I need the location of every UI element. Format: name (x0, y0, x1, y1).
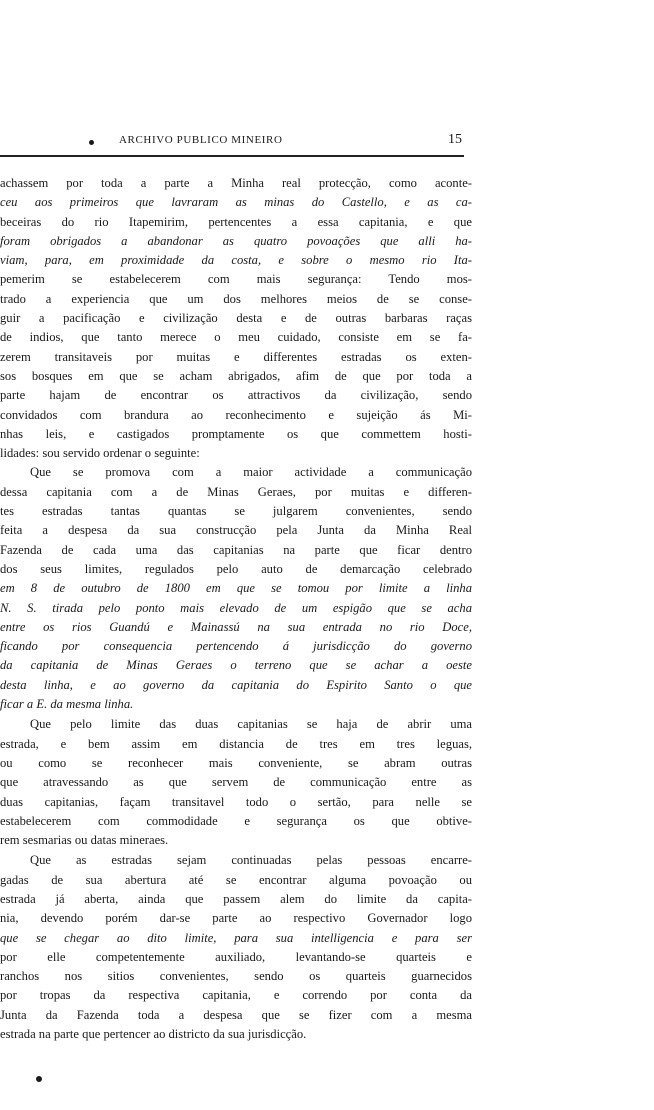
text-line: por tropas da respectiva capitania, e correndo por conta da (0, 988, 472, 1003)
text-line: N. S. tirada pelo ponto mais elevado de um espigão que se acha (0, 600, 472, 615)
text-line: guir a pacificação e civilização desta e de outras barbaras raças (0, 311, 472, 326)
text-line: desta linha, e ao governo da capitania do Espirito Santo o que (0, 677, 472, 692)
text-line: feita a despesa da sua construcção pela Junta da Minha Real (0, 523, 472, 538)
text-line: Que se promova com a maior actividade a communicação (30, 465, 472, 480)
text-line: viam, para, em proximidade da costa, e sobre o mesmo rio Ita- (0, 253, 472, 268)
text-line: parte hajam de encontrar os attractivos da civilização, sendo (0, 388, 472, 403)
text-line: Que pelo limite das duas capitanias se haja de abrir uma (30, 717, 472, 732)
text-line: ceu aos primeiros que lavraram as minas do Castello, e as ca- (0, 195, 472, 210)
text-line: que se chegar ao dito limite, para sua intelligencia e para ser (0, 930, 472, 945)
text-line: estrada, e bem assim em distancia de tres em tres leguas, (0, 736, 472, 751)
text-line: dessa capitania com a de Minas Geraes, por muitas e differen- (0, 484, 472, 499)
text-line: nia, devendo porém dar-se parte ao respectivo Governador logo (0, 911, 472, 926)
text-line: entre os rios Guandú e Mainassú na sua entrada no rio Doce, (0, 619, 472, 634)
text-line: que atravessando as que servem de communicação entre as (0, 775, 472, 790)
page-number: 15 (448, 132, 462, 147)
text-line: duas capitanias, façam transitavel todo o sertão, para nelle se (0, 794, 472, 809)
text-line: achassem por toda a parte a Minha real protecção, como aconte- (0, 176, 472, 190)
text-line: dos seus limites, regulados pelo auto de demarcação celebrado (0, 561, 472, 576)
body-text (0, 174, 472, 1044)
text-line: Que as estradas sejam continuadas pelas pessoas encarre- (30, 853, 472, 868)
text-line: tes estradas tantas quantas se julgarem convenientes, sendo (0, 504, 472, 519)
text-line: estrada na parte que pertencer ao districto da sua jurisdicção. (0, 1027, 307, 1042)
text-line: sos bosques em que se acham abrigados, afim de que por toda a (0, 368, 472, 383)
text-line: convidados com brandura ao reconhecimento e sujeição ás Mi- (0, 407, 472, 422)
text-line: foram obrigados a abandonar as quatro povoações que alli ha- (0, 233, 472, 248)
text-line: zerem transitaveis por muitas e differentes estradas os exten- (0, 349, 472, 364)
text-line: Fazenda de cada uma das capitanias na parte que ficar dentro (0, 542, 472, 557)
header-ornament-dot (89, 140, 94, 145)
text-line: ficando por consequencia pertencendo á jurisdicção do governo (0, 639, 472, 654)
text-line: estrada já aberta, ainda que passem alem do limite da capita- (0, 891, 472, 906)
text-line: pemerim se estabelecerem com mais segurança: Tendo mos- (0, 272, 472, 287)
text-line: em 8 de outubro de 1800 em que se tomou por limite a linha (0, 581, 472, 596)
text-line: rem sesmarias ou datas mineraes. (0, 833, 169, 848)
text-line: gadas de sua abertura até se encontrar alguma povoação ou (0, 872, 472, 887)
page-header (0, 134, 472, 154)
text-line: nhas leis, e castigados promptamente os que commettem hosti- (0, 426, 472, 441)
text-line: beceiras do rio Itapemirim, pertencentes a essa capitania, e que (0, 214, 472, 229)
text-line: estabelecerem com commodidade e segurança os que obtive- (0, 813, 472, 828)
footer-ornament-dot (36, 1076, 42, 1082)
text-line: trado a experiencia que um dos melhores meios de se conse- (0, 291, 472, 306)
text-line: ou como se reconhecer mais conveniente, se abram outras (0, 755, 472, 770)
text-line: da capitania de Minas Geraes o terreno que se achar a oeste (0, 658, 472, 673)
text-line: por elle competentemente auxiliado, levantando-se quarteis e (0, 949, 472, 964)
text-line: ranchos nos sitios convenientes, sendo os quarteis guarnecidos (0, 969, 472, 984)
header-rule (0, 155, 464, 157)
running-head: ARCHIVO PUBLICO MINEIRO (119, 134, 283, 146)
text-line: ficar a E. da mesma linha. (0, 697, 134, 712)
text-line: lidades: sou servido ordenar o seguinte: (0, 446, 200, 461)
text-line: de indios, que tanto merece o meu cuidado, consiste em se fa- (0, 330, 472, 345)
text-line: Junta da Fazenda toda a despesa que se fizer com a mesma (0, 1007, 472, 1022)
